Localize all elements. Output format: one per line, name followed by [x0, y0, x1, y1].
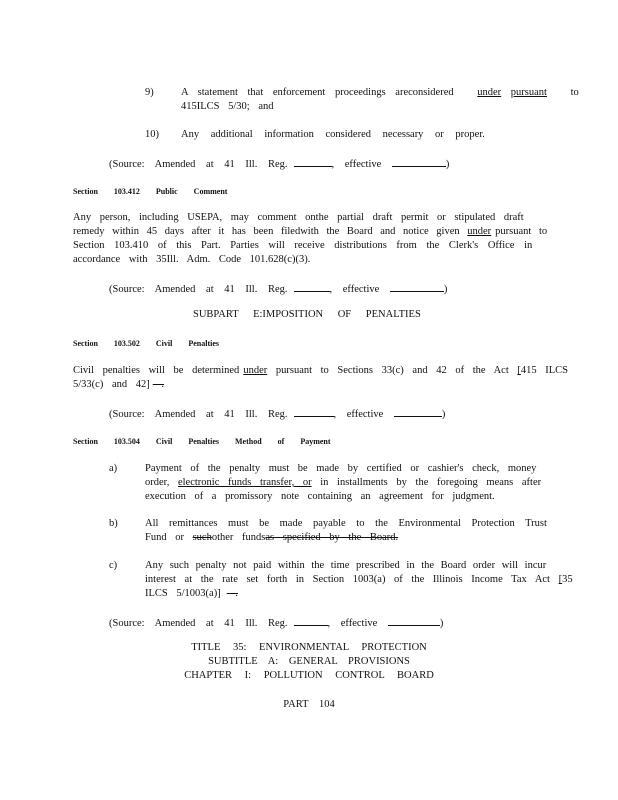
source-1-date-blank	[392, 157, 446, 167]
source-2-reg-blank	[294, 282, 330, 292]
source-3-close: )	[441, 409, 446, 420]
item-9-line-2: 415ILCS 5/30; and	[181, 101, 274, 112]
section-502-pursuant: pursuant to Sections 33(c) and 42 of the Act	[275, 365, 509, 376]
item-b-fund: Fund or	[145, 532, 184, 543]
source-1-reg-blank	[294, 157, 332, 167]
title-text: TITLE 35: ENVIRONMENTAL PROTECTION	[191, 642, 427, 653]
subtitle-heading	[0, 656, 618, 667]
item-c-line-2	[145, 574, 573, 585]
item-a-order: order,	[145, 477, 170, 488]
item-9-number: 9)	[145, 87, 154, 98]
item-a-line-2	[145, 477, 541, 488]
source-4-text: (Source: Amended at 41 Ill. Reg.	[109, 618, 288, 629]
item-c-bracket: [	[558, 574, 563, 585]
section-502-inserted-under: under	[243, 365, 268, 376]
part-text: PART 104	[283, 699, 335, 710]
source-line-3	[109, 407, 445, 420]
section-412-inserted-under: under	[467, 226, 492, 237]
source-line-4	[109, 616, 443, 629]
item-b-line-2	[145, 532, 398, 543]
source-4-close: )	[439, 618, 444, 629]
section-502-heading: Section 103.502 Civil Penalties	[73, 339, 219, 348]
source-3-effective: , effective	[333, 409, 384, 420]
section-412-pursuant-to: pursuant to	[495, 226, 548, 237]
title-heading	[0, 642, 618, 653]
item-9-pursuant: pursuant	[510, 87, 547, 98]
source-1-close: )	[445, 159, 450, 170]
item-a-line-3: execution of a promissory note containing an agreement for judgment.	[145, 491, 495, 502]
item-10-text: Any additional information considered necessary or proper.	[181, 129, 485, 140]
item-9-to: to	[570, 87, 579, 98]
section-412-line-4: accordance with 35Ill. Adm. Code 101.628(c)(3).	[73, 254, 311, 265]
source-1-effective: , effective	[331, 159, 382, 170]
item-a-label: a)	[109, 463, 118, 474]
source-3-reg-blank	[294, 407, 334, 417]
source-4-date-blank	[388, 616, 440, 626]
source-4-reg-blank	[294, 616, 328, 626]
part-heading	[0, 699, 618, 710]
source-4-effective: , effective	[327, 618, 378, 629]
item-10-number: 10)	[145, 129, 159, 140]
source-line-1	[109, 157, 449, 170]
item-b-label: b)	[109, 518, 118, 529]
source-line-2	[109, 282, 447, 295]
source-3-date-blank	[394, 407, 442, 417]
item-c-35: 35	[562, 574, 573, 585]
section-502-bracket: [	[517, 365, 521, 376]
item-b-specified: as specified by the Board.	[265, 532, 399, 543]
section-412-line-2	[73, 226, 547, 237]
source-3-text: (Source: Amended at 41 Ill. Reg.	[109, 409, 288, 420]
source-2-close: )	[443, 284, 448, 295]
section-412-line-3: Section 103.410 of this Part. Parties will receive distributions from the Clerk's Office in	[73, 240, 533, 251]
item-c-citation: ILCS 5/1003(a)]	[145, 588, 221, 599]
item-c-line-1: Any such penalty not paid within the time prescribed in the Board order will incur	[145, 560, 547, 571]
item-9-inserted-under: under	[477, 87, 502, 98]
chapter-heading	[0, 670, 618, 681]
subtitle-text: SUBTITLE A: GENERAL PROVISIONS	[208, 656, 410, 667]
item-c-line-3	[145, 588, 238, 599]
item-a-line-1: Payment of the penalty must be made by certified or cashier's check, money	[145, 463, 537, 474]
source-2-text: (Source: Amended at 41 Ill. Reg.	[109, 284, 288, 295]
section-502-text: Civil penalties will be determined	[73, 365, 240, 376]
item-c-deleted-mark: .	[226, 588, 238, 599]
source-2-effective: , effective	[329, 284, 380, 295]
item-b-other-funds: other funds	[211, 532, 266, 543]
section-502-line-2	[73, 379, 164, 390]
section-504-heading: Section 103.504 Civil Penalties Method of Payment	[73, 437, 331, 446]
subpart-heading: SUBPART E:IMPOSITION OF PENALTIES	[193, 309, 421, 320]
section-502-ilcs: 415 ILCS	[520, 365, 569, 376]
section-502-line-1	[73, 365, 568, 376]
item-b-line-1: All remittances must be made payable to the Environmental Protection Trust	[145, 518, 547, 529]
item-c-label: c)	[109, 560, 118, 571]
section-502-deleted-mark: .	[152, 379, 164, 390]
section-412-line-2-text: remedy within 45 days after it has been filedwith the Board and notice given	[73, 226, 460, 237]
chapter-text: CHAPTER I: POLLUTION CONTROL BOARD	[184, 670, 434, 681]
item-a-installments: in installments by the foregoing means after	[320, 477, 542, 488]
section-412-line-1: Any person, including USEPA, may comment onthe partial draft permit or stipulated draft	[73, 212, 524, 223]
section-412-heading: Section 103.412 Public Comment	[73, 187, 228, 196]
section-502-citation: 5/33(c) and 42]	[73, 379, 150, 390]
item-9-text-b: considered	[408, 87, 454, 98]
source-1-text: (Source: Amended at 41 Ill. Reg.	[109, 159, 288, 170]
source-2-date-blank	[390, 282, 444, 292]
item-b-deleted-such: such	[192, 532, 212, 543]
item-a-inserted-eft: electronic funds transfer, or	[177, 477, 312, 488]
item-9-line-1	[181, 87, 579, 98]
item-9-text-a: A statement that enforcement proceedings are	[181, 87, 409, 98]
item-c-interest: interest at the rate set forth in Section 1003(a) of the Illinois Income Tax Act	[145, 574, 550, 585]
